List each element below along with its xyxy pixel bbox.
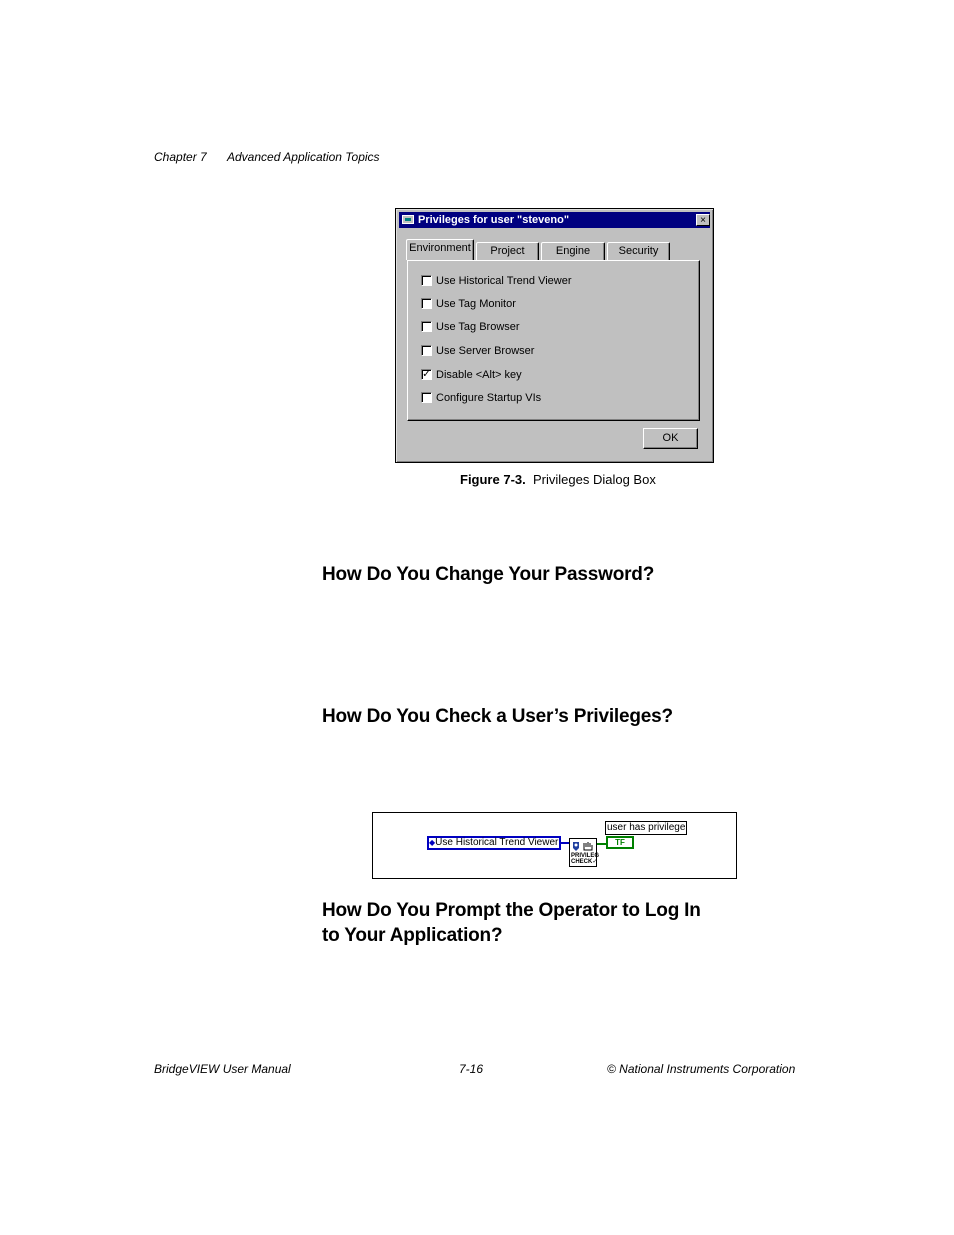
option-label: Disable <Alt> key: [436, 369, 522, 381]
heading-change-password: How Do You Change Your Password?: [322, 564, 655, 585]
ring-constant[interactable]: [427, 836, 561, 850]
tab-label: Engine: [555, 245, 591, 257]
checkbox[interactable]: [421, 321, 432, 332]
checkbox[interactable]: [421, 275, 432, 286]
option-label: Use Historical Trend Viewer: [436, 275, 572, 287]
footer-manual: BridgeVIEW User Manual: [154, 1062, 291, 1076]
environment-panel: [407, 260, 700, 421]
dialog-titlebar[interactable]: [399, 212, 710, 228]
subvi-label-line1: PRIVILEG: [571, 853, 600, 859]
figure-title: Privileges Dialog Box: [532, 472, 656, 487]
checkbox[interactable]: [421, 298, 432, 309]
boolean-indicator[interactable]: TF: [606, 836, 634, 849]
tab-label: Security: [618, 245, 659, 257]
figure-caption: [460, 472, 656, 487]
heading-prompt-login-line1: How Do You Prompt the Operator to Log In: [322, 900, 701, 921]
heading-prompt-login: [322, 898, 701, 948]
tab-security[interactable]: [607, 242, 670, 260]
close-button[interactable]: [696, 214, 710, 226]
dialog-title: Privileges for user "steveno": [418, 214, 570, 226]
app-icon: [402, 215, 414, 224]
heading-prompt-login-line2: to Your Application?: [322, 925, 503, 946]
footer-copyright: © National Instruments Corporation: [607, 1062, 796, 1076]
heading-check-privileges: How Do You Check a User’s Privileges?: [322, 706, 673, 727]
subvi-label-line2: CHECK✓: [571, 859, 598, 865]
tab-engine[interactable]: [541, 242, 605, 260]
checkbox-checked[interactable]: [421, 369, 432, 380]
footer-page-number: 7-16: [459, 1062, 484, 1076]
header-chapter: Chapter 7: [154, 150, 207, 164]
figure-number: Figure 7-3.: [460, 472, 526, 487]
boolean-wire: [597, 843, 606, 845]
ok-label: OK: [662, 432, 679, 444]
tab-label: Project: [490, 245, 525, 257]
privilege-check-subvi[interactable]: [569, 838, 600, 867]
indicator-label: user has privilege: [607, 822, 686, 833]
check-icon: ✓: [422, 369, 431, 380]
subvi-label: [571, 853, 599, 865]
option-label: Use Tag Browser: [436, 321, 520, 333]
enum-wire: [561, 842, 569, 844]
privilege-check-icon: [571, 840, 595, 852]
privileges-dialog: [395, 208, 714, 463]
tab-project[interactable]: [476, 242, 539, 260]
checkbox[interactable]: [421, 345, 432, 356]
option-label: Use Tag Monitor: [436, 298, 516, 310]
block-diagram: [372, 812, 737, 879]
option-label: Configure Startup VIs: [436, 392, 542, 404]
ring-arrow-icon: ◆: [429, 838, 436, 847]
option-label: Use Server Browser: [436, 345, 535, 357]
tab-environment[interactable]: [406, 239, 474, 260]
tab-label: Environment: [409, 242, 471, 254]
ok-button[interactable]: [643, 428, 698, 449]
checkbox[interactable]: [421, 392, 432, 403]
close-icon: ×: [700, 215, 706, 226]
header-section: Advanced Application Topics: [227, 150, 380, 164]
ring-constant-text: Use Historical Trend Viewer: [435, 837, 559, 848]
